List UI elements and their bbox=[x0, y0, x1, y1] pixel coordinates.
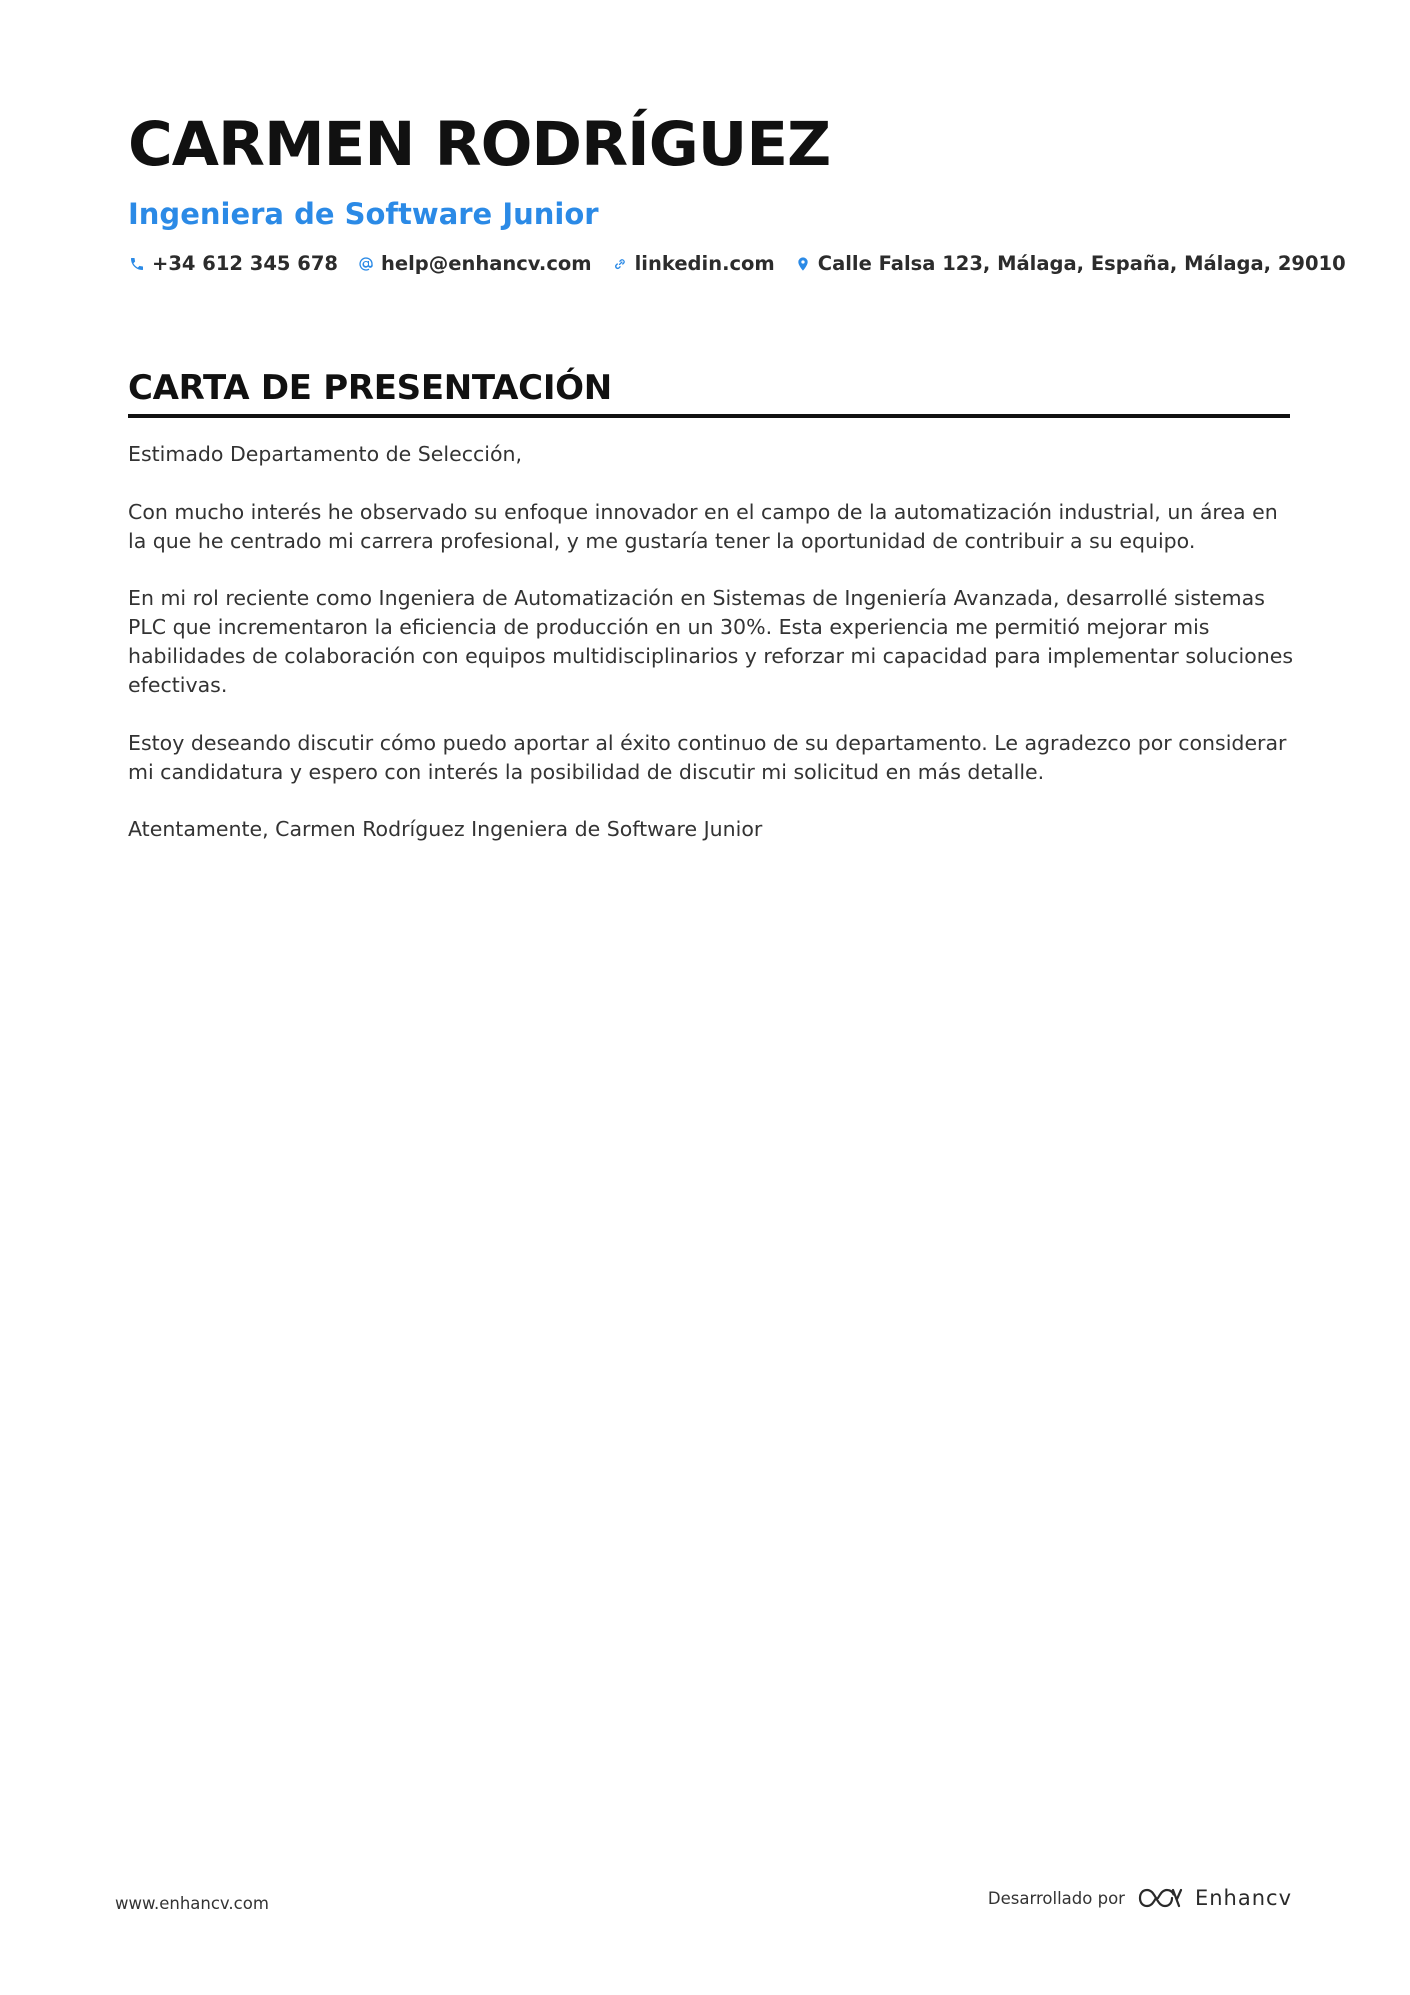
powered-by-label: Desarrollado por bbox=[987, 1888, 1125, 1908]
letter-body bbox=[128, 440, 1298, 873]
header bbox=[128, 108, 1346, 275]
letter-greeting: Estimado Departamento de Selección, bbox=[128, 442, 523, 466]
job-title: Ingeniera de Software Junior bbox=[128, 197, 599, 231]
footer-url[interactable]: www.enhancv.com bbox=[115, 1894, 269, 1913]
letter-paragraph: Estoy deseando discutir cómo puedo aportar al éxito continuo de su departamento. Le agradezco por considerar mi candidatura y espero con interés la posibilidad de discutir mi solicitud en más detalle. bbox=[128, 730, 1287, 784]
candidate-name: CARMEN RODRÍGUEZ bbox=[128, 109, 831, 180]
section-title: CARTA DE PRESENTACIÓN bbox=[128, 367, 1290, 418]
contact-bar bbox=[128, 252, 1346, 275]
letter-paragraph: En mi rol reciente como Ingeniera de Automatización en Sistemas de Ingeniería Avanzada, desarrollé sistemas PLC que incrementaron la eficiencia de producción en un 30%. Esta experiencia me permitió mejorar mis habilidades de colaboración con equipos multidisciplinarios y reforzar mi capacidad para implementar soluciones efectivas. bbox=[128, 586, 1294, 697]
letter-closing: Atentamente, Carmen Rodríguez Ingeniera de Software Junior bbox=[128, 817, 763, 841]
contact-email-text[interactable]: help@enhancv.com bbox=[380, 252, 592, 275]
at-icon bbox=[357, 254, 375, 274]
contact-linkedin-text[interactable]: linkedin.com bbox=[634, 252, 775, 275]
letter-paragraph: Con mucho interés he observado su enfoque innovador en el campo de la automatización industrial, un área en la que he centrado mi carrera profesional, y me gustaría tener la oportunidad de contribuir a su equipo. bbox=[128, 499, 1278, 553]
enhancv-logo-icon bbox=[1137, 1886, 1183, 1910]
link-icon bbox=[611, 254, 629, 274]
footer-brand[interactable] bbox=[988, 1886, 1292, 1910]
contact-phone-text: +34 612 345 678 bbox=[152, 252, 338, 275]
phone-icon bbox=[128, 254, 146, 274]
contact-address bbox=[794, 252, 1346, 275]
contact-address-text: Calle Falsa 123, Málaga, España, Málaga, 29010 bbox=[817, 252, 1346, 275]
contact-phone bbox=[128, 252, 338, 275]
location-pin-icon bbox=[794, 254, 812, 274]
brand-name: Enhancv bbox=[1194, 1886, 1292, 1910]
contact-linkedin[interactable] bbox=[611, 252, 775, 275]
contact-email[interactable] bbox=[357, 252, 592, 275]
